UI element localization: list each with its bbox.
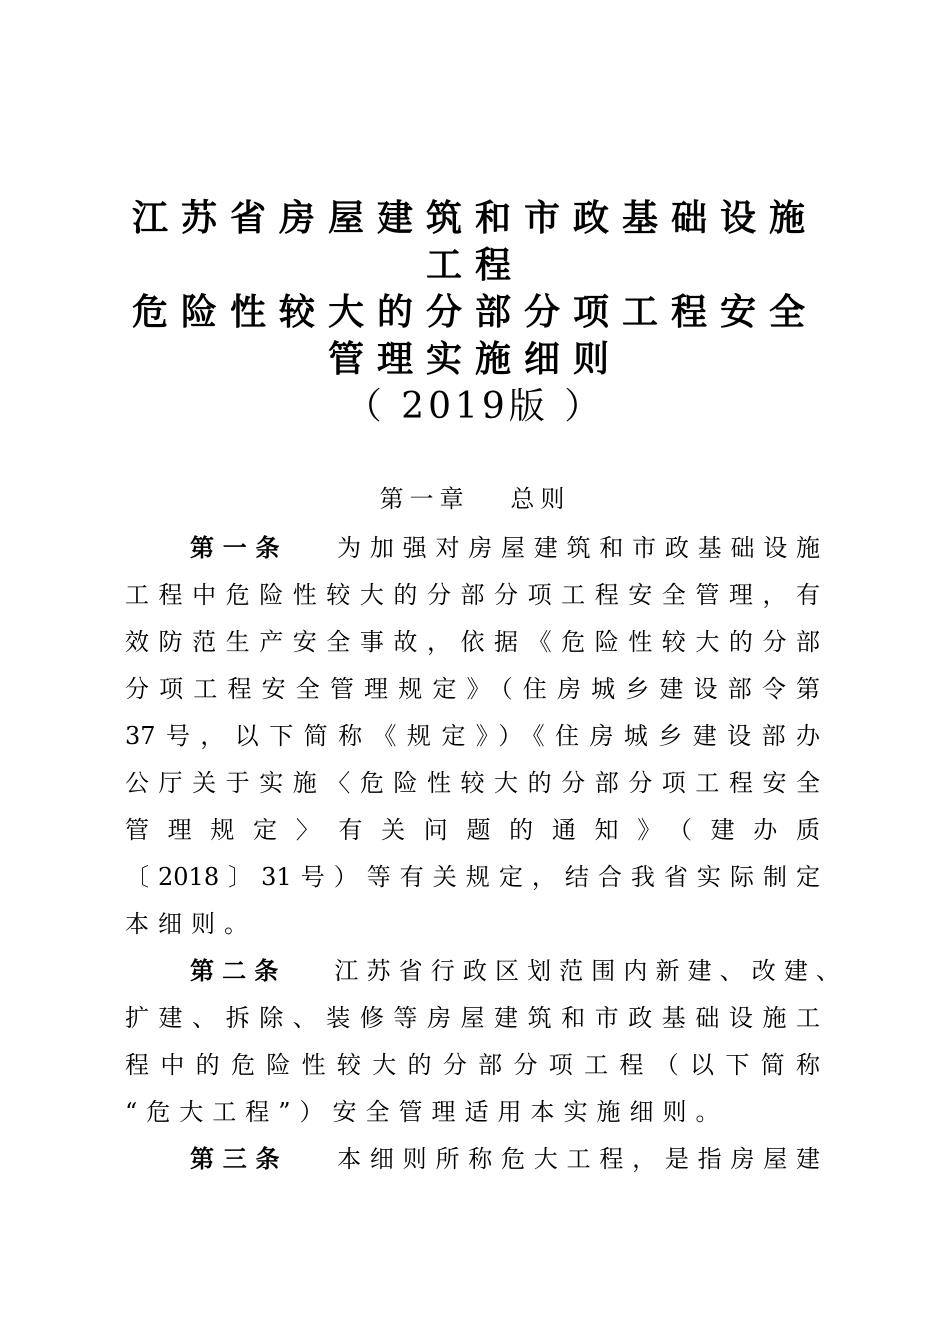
article-2-line-2: 扩建、拆除、装修等房屋建筑和市政基础设施工: [125, 1004, 820, 1032]
article-2-line-4: “危大工程”）安全管理适用本实施细则。: [125, 1098, 729, 1126]
article-1-line-9: 本细则。: [125, 910, 257, 938]
article-1-line-2: 工程中危险性较大的分部分项工程安全管理，有: [125, 581, 820, 609]
chapter-heading: 第一章 总则: [379, 485, 571, 513]
article-1-line-8: 〔2018〕31号）等有关规定，结合我省实际制定: [125, 863, 820, 891]
title-edition: （ 2019版 ）: [345, 386, 605, 427]
title-line-1: 江苏省房屋建筑和市政基础设施: [131, 197, 818, 239]
article-2-heading: 第二条: [190, 957, 287, 985]
article-2-line-3: 程中的危险性较大的分部分项工程（以下简称: [125, 1051, 820, 1079]
article-1-line-7: 管理规定〉有关问题的通知》（建办质: [125, 816, 820, 844]
title-line-4: 管理实施细则: [327, 338, 622, 380]
article-1-line-4: 分项工程安全管理规定》（住房城乡建设部令第: [125, 675, 820, 703]
title-line-2: 工程: [425, 244, 524, 286]
article-1-line-5: 37号，以下简称《规定》）《住房城乡建设部办: [125, 722, 820, 750]
article-1-line-3: 效防范生产安全事故，依据《危险性较大的分部: [125, 628, 820, 656]
title-line-3: 危险性较大的分部分项工程安全: [131, 291, 818, 333]
article-1-line-6: 公厅关于实施〈危险性较大的分部分项工程安全: [125, 769, 820, 797]
article-2-line-1: [190, 956, 840, 986]
article-2-text-1: 江苏省行政区划范围内新建、改建、: [326, 957, 841, 985]
article-3-text-1: 本细则所称危大工程，是指房屋建: [328, 1145, 821, 1173]
article-1-text-1: 为加强对房屋建筑和市政基础设施: [328, 534, 821, 562]
article-1-heading: 第一条: [190, 534, 289, 562]
article-1-line-1: [190, 533, 820, 563]
article-3-line-1: [190, 1144, 820, 1174]
article-3-heading: 第三条: [190, 1145, 289, 1173]
